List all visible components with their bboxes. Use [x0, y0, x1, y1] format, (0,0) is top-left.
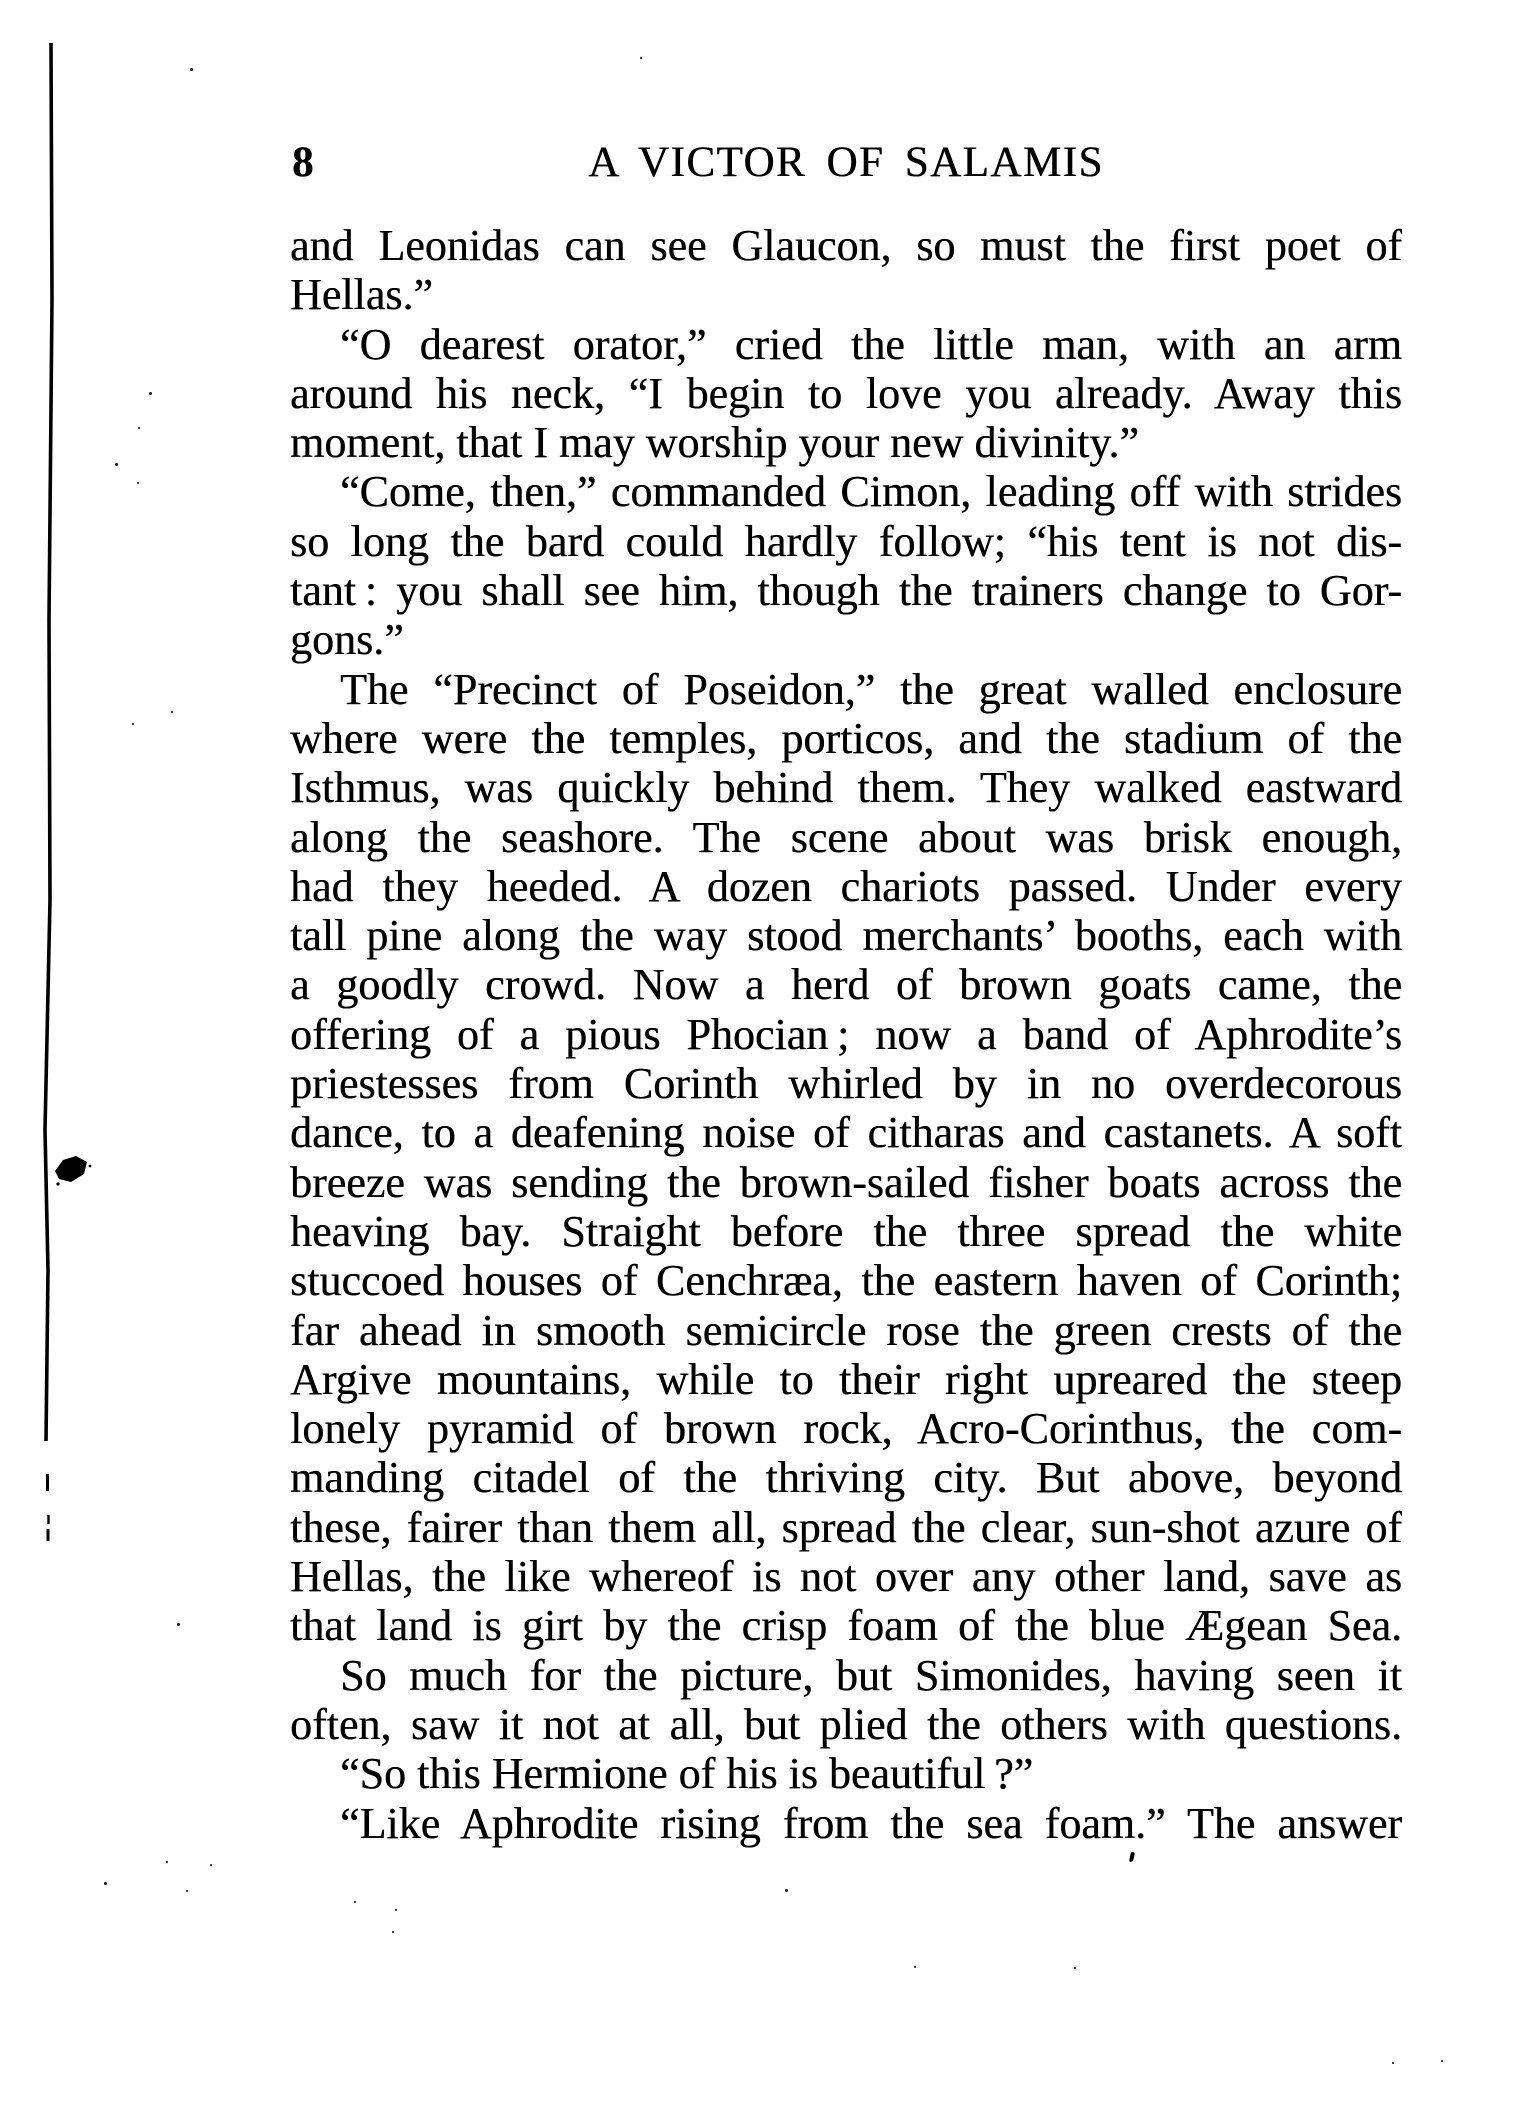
text-line: stuccoed houses of Cenchræa, the eastern haven of Corinth;	[290, 1256, 1402, 1306]
text-line: often, saw it not at all, but plied the others with questions.	[290, 1699, 1402, 1749]
dust-speck	[785, 1889, 788, 1892]
text-line: priestesses from Corinth whirled by in no overdecorous	[290, 1059, 1402, 1109]
dust-speck	[115, 463, 118, 466]
text-line: “Come, then,” commanded Cimon, leading off with strides	[340, 467, 1402, 517]
text-line: around his neck, “I begin to love you already. Away this	[290, 368, 1402, 418]
text-line: these, fairer than them all, spread the clear, sun-shot azure of	[290, 1502, 1402, 1552]
dust-speck	[149, 392, 152, 395]
text-line: The “Precinct of Poseidon,” the great walled enclosure	[340, 664, 1402, 714]
text-line: “So this Hermione of his is beautiful ?”	[340, 1749, 1034, 1799]
text-line: a goodly crowd. Now a herd of brown goats came, the	[290, 960, 1402, 1010]
text-line: along the seashore. The scene about was brisk enough,	[290, 812, 1402, 862]
text-line: lonely pyramid of brown rock, Acro-Corinthus, the com-	[290, 1404, 1402, 1454]
text-line: tant : you shall see him, though the trainers change to Gor-	[290, 566, 1402, 616]
text-line: manding citadel of the thriving city. But above, beyond	[290, 1453, 1402, 1503]
text-line: Isthmus, was quickly behind them. They walked eastward	[290, 763, 1402, 813]
page-number: 8	[292, 139, 314, 186]
text-line: Hellas.”	[290, 270, 433, 320]
dust-speck	[104, 1882, 107, 1885]
dust-speck	[177, 1623, 180, 1626]
text-line: moment, that I may worship your new divinity.”	[290, 418, 1139, 468]
text-line: and Leonidas can see Glaucon, so must the first poet of	[290, 221, 1402, 270]
text-line: Argive mountains, while to their right upreared the steep	[290, 1354, 1402, 1404]
text-line: where were the temples, porticos, and the stadium of the	[290, 713, 1402, 763]
text-line: far ahead in smooth semicircle rose the green crests of the	[290, 1305, 1402, 1355]
text-line: heaving bay. Straight before the three spread the white	[290, 1206, 1402, 1256]
text-line: had they heeded. A dozen chariots passed. Under every	[290, 861, 1402, 911]
text-line: Hellas, the like whereof is not over any other land, save as	[290, 1552, 1402, 1602]
text-line: breeze was sending the brown-sailed fisher boats across the	[290, 1157, 1402, 1207]
text-line: offering of a pious Phocian ; now a band of Aphrodite’s	[290, 1009, 1402, 1059]
text-line: “Like Aphrodite rising from the sea foam.” The answer	[340, 1798, 1402, 1848]
text-line: that land is girt by the crisp foam of the blue Ægean Sea.	[290, 1601, 1402, 1651]
text-line: gons.”	[290, 615, 404, 665]
text-line: So much for the picture, but Simonides, having seen it	[340, 1650, 1402, 1700]
running-title: A VICTOR OF SALAMIS	[588, 139, 1104, 186]
text-line: dance, to a deafening noise of citharas and castanets. A soft	[290, 1108, 1402, 1158]
body-text	[290, 221, 1402, 1848]
ink-smudge-mark	[55, 1156, 91, 1186]
dust-speck	[190, 68, 193, 71]
text-line: so long the bard could hardly follow; “his tent is not dis-	[290, 516, 1402, 566]
text-line: “O dearest orator,” cried the little man, with an arm	[340, 319, 1402, 369]
text-line: tall pine along the way stood merchants’ booths, each with	[290, 911, 1402, 961]
